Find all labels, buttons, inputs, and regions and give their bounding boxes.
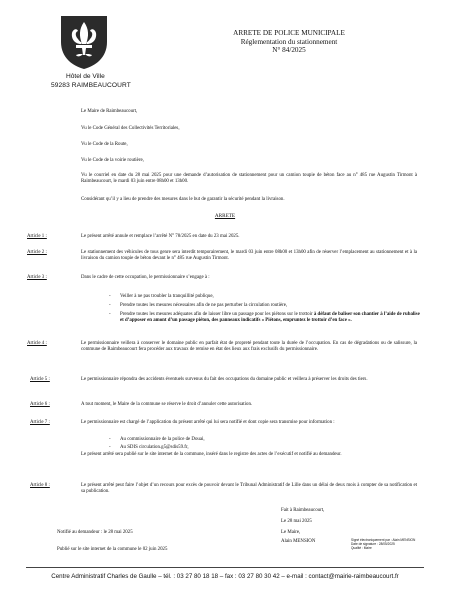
article-1-label: Article 1 : bbox=[27, 234, 47, 239]
article-5-label: Article 5 : bbox=[30, 377, 50, 382]
article-7-intro: Le permissionnaire est chargé de l’application du présent arrêté qui lui sera notifié et dont copie sera transmise pour information : bbox=[81, 420, 335, 425]
electronic-signature-quality: Qualité : Maire bbox=[351, 546, 372, 550]
notification-date: Notifié au demandeur : le 28 mai 2025 bbox=[57, 530, 133, 535]
decree-number: N° 84/2025 bbox=[272, 46, 306, 55]
article-8-text: Le présent arrêté peut faire l’objet d’un recours pour excès de pouvoir devant le Tribunal Administratif de Lille dans un délai de deux mois à compter de sa notification et sa publication. bbox=[81, 483, 417, 494]
article-3-bullet-3: - Prendre toutes les mesures adéquates afin de laisser libre un passage pour les piétons sur le trottoir à défaut de baliser son chantier à l’aide de rubalise et d’apposer en amont d’un passage piéton, des panneaux indicatifs « Piétons, empruntez le trottoir d’en face ». bbox=[109, 312, 420, 323]
article-6-text: A tout moment, le Maire de la commune se réserve le droit d’annuler cette autorisation. bbox=[81, 402, 253, 407]
signature-role: Le Maire, bbox=[281, 530, 301, 535]
signature-place: Fait à Raimbeaucourt, bbox=[281, 508, 325, 513]
article-2-text: Le stationnement des véhicules de tous genre sera interdit temporairement, le mardi 03 juin entre 08h00 et 13h00 afin de réserver l’emplacement au stationnement et à la livraison du camion toupie de béton devant le n° 485 rue Augustin Tirmont. bbox=[81, 250, 417, 261]
signature-date: Le 28 mai 2025 bbox=[281, 519, 312, 524]
article-8-label: Article 8 : bbox=[30, 483, 50, 488]
article-5-text: Le permissionnaire répondra des accidents éventuels survenus du fait des occupations du domaine public et veillera à préserver les droits des tiers. bbox=[81, 377, 368, 382]
decree-title: ARRETE DE POLICE MUNICIPALE bbox=[233, 29, 345, 37]
electronic-signature-signer: Signé électroniquement par : Alain MENSION bbox=[351, 538, 416, 542]
decree-subtitle: Réglementation du stationnement bbox=[240, 37, 338, 46]
footer-contact: Centre Administratif Charles de Gaulle – tél. : 03 27 80 18 18 – fax : 03 27 80 30 42 – e-mail : contact@mairie-raimbeaucourt.fr bbox=[51, 573, 399, 580]
decree-header bbox=[214, 29, 364, 55]
footer-divider bbox=[26, 567, 424, 568]
preamble-email: Vu le courriel en date du 28 mai 2025 pour une demande d’autorisation de stationnement pour un camion toupie de béton face au n° 485 rue Augustin Tirmont à Raimbeaucourt, le mardi 03 juin entre 08h00 et 13h00. bbox=[81, 173, 417, 184]
arrete-heading: ARRETE bbox=[214, 213, 236, 219]
town-hall-label: Hôtel de Ville bbox=[66, 73, 105, 80]
signature-name: Alain MENSION bbox=[281, 539, 316, 544]
article-2-label: Article 2 : bbox=[27, 250, 47, 255]
article-3-bullet-1: - Veiller à ne pas troubler la tranquillité publique, bbox=[109, 294, 214, 299]
article-3-bullet-2: - Prendre toutes les mesures nécessaires afin de ne pas perturber la circulation routière, bbox=[109, 303, 288, 308]
article-1-text: Le présent arrêté annule et remplace l’arrêté N° 78/2025 en date du 23 mai 2025. bbox=[81, 234, 240, 239]
preamble-mayor: Le Maire de Raimbeaucourt, bbox=[81, 109, 138, 114]
preamble-voirie: Vu le Code de la voirie routière, bbox=[81, 158, 144, 163]
article-3-label: Article 3 : bbox=[27, 275, 47, 280]
article-4-text: Le permissionnaire veillera à conserver le domaine public en parfait état de propreté pendant toute la durée de l’occupation. En cas de dégradations ou de salissure, la commune de Raimbeaucourt fera procéder aux travaux de remise en état des lieux aux frais exclusifs du permissionnaire. bbox=[81, 341, 417, 352]
preamble-route: Vu le Code de la Route, bbox=[81, 142, 128, 147]
electronic-signature-date: Date de signature : 28/05/2025 bbox=[351, 542, 395, 546]
article-4-label: Article 4 : bbox=[27, 341, 47, 346]
town-crest-fleur-de-lis-icon bbox=[59, 14, 109, 70]
article-6-label: Article 6 : bbox=[30, 402, 50, 407]
town-postcode-label: 59283 RAIMBEAUCOURT bbox=[51, 82, 131, 89]
article-7-recipient-police: - Au commissionnaire de la police de Douai, bbox=[109, 437, 205, 442]
article-3-intro: Dans le cadre de cette occupation, le permissionnaire s’engage à : bbox=[81, 275, 210, 280]
article-7-label: Article 7 : bbox=[30, 420, 50, 425]
preamble-cgct: Vu le Code Général des Collectivités Territoriales, bbox=[81, 126, 180, 131]
article-7-outro: Le présent arrêté sera publié sur le site internet de la commune, inséré dans le registre des actes de l’exécutif et notifié au demandeur. bbox=[81, 452, 342, 457]
article-7-recipient-sdis: - Au SDIS circulation.g5@sdis59.fr, bbox=[109, 445, 189, 450]
preamble-considering: Considérant qu’il y a lieu de prendre des mesures dans le but de garantir la sécurité pendant la livraison. bbox=[81, 197, 285, 202]
publication-date: Publié sur le site internet de la commune le 02 juin 2025 bbox=[57, 547, 168, 552]
